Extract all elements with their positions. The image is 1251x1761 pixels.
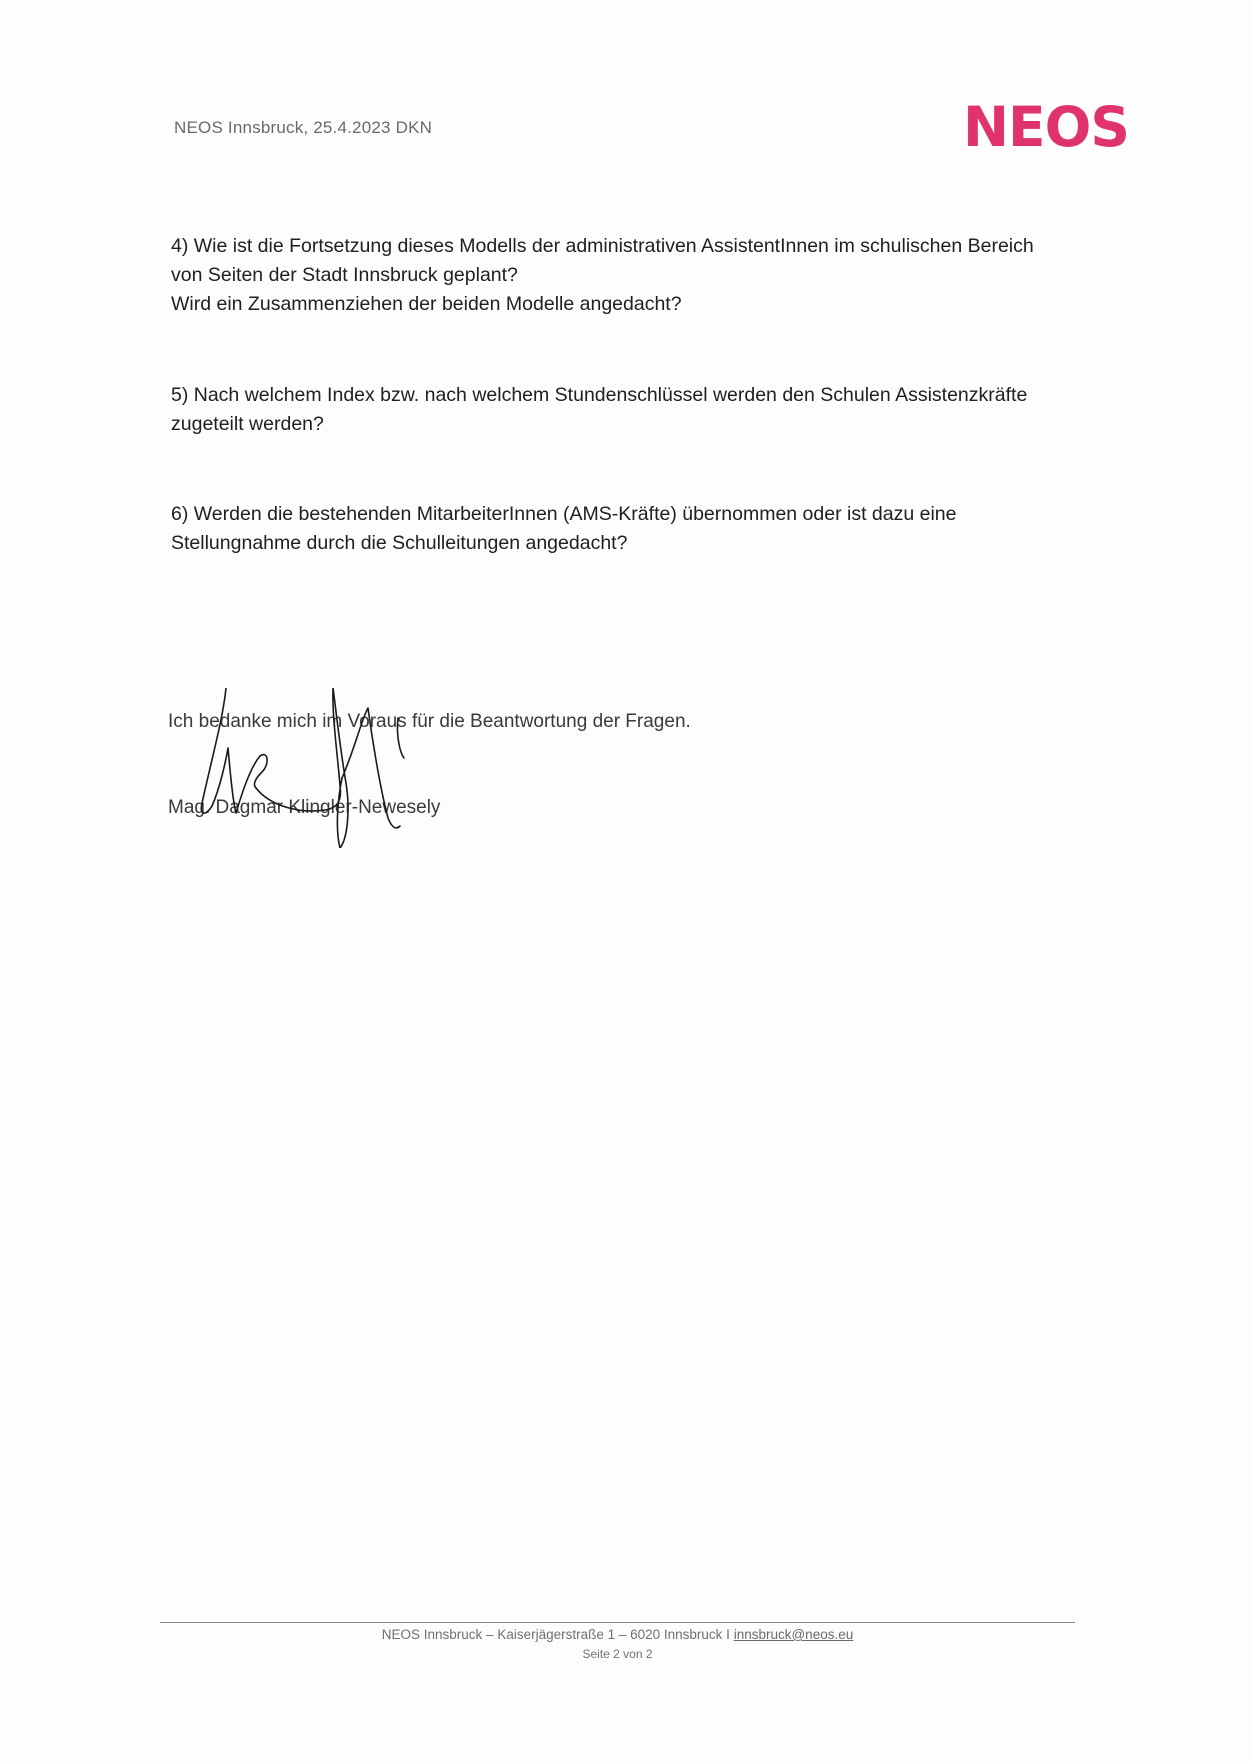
page-number: Seite 2 von 2 [582, 1647, 653, 1661]
closing-thanks: Ich bedanke mich im Voraus für die Beantwortung der Fragen. [168, 711, 691, 732]
question-6 [171, 500, 1091, 558]
header-location-date: NEOS Innsbruck, 25.4.2023 DKN [174, 118, 433, 137]
question-line: Wird ein Zusammenziehen der beiden Modelle angedacht? [171, 293, 682, 315]
footer-address-text: NEOS Innsbruck – Kaiserjägerstraße 1 – 6020 Innsbruck I [381, 1627, 734, 1642]
neos-logo: NEOS [963, 95, 1129, 159]
question-line: Stellungnahme durch die Schulleitungen angedacht? [171, 532, 628, 554]
footer-divider [160, 1622, 1075, 1623]
question-5 [171, 381, 1091, 439]
question-line: zugeteilt werden? [171, 413, 324, 435]
question-line: von Seiten der Stadt Innsbruck geplant? [171, 264, 518, 286]
handwritten-signature-icon [190, 688, 450, 848]
author-name: Mag. Dagmar Klingler-Newesely [168, 797, 441, 818]
question-line: 6) Werden die bestehenden MitarbeiterInnen (AMS-Kräfte) übernommen oder ist dazu eine [171, 503, 957, 525]
question-line: 5) Nach welchem Index bzw. nach welchem Stundenschlüssel werden den Schulen Assistenzkräfte [171, 384, 1028, 406]
question-line: 4) Wie ist die Fortsetzung dieses Modells der administrativen AssistentInnen im schulischen Bereich [171, 235, 1034, 257]
footer-address [160, 1627, 1075, 1642]
question-4 [171, 232, 1091, 319]
footer-email-link[interactable]: innsbruck@neos.eu [733, 1627, 854, 1642]
